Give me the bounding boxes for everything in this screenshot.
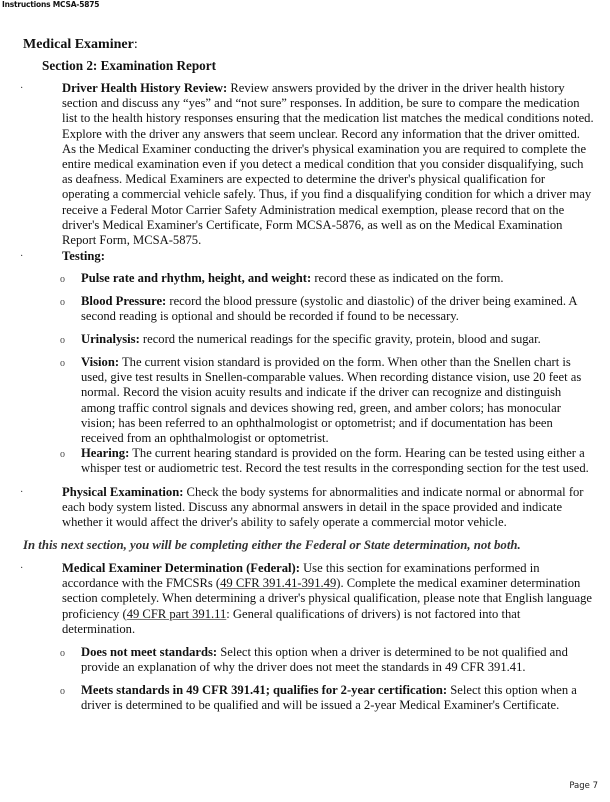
bullet-icon: ·: [20, 487, 24, 498]
document-id-header: Instructions MCSA-5875: [2, 0, 100, 9]
subitem-urinalysis: [60, 332, 597, 347]
subitem-text: Select this option when a driver is determined to be qualified and will be issued a 2-year Medical Examiner's Certificate.: [81, 683, 577, 713]
item-testing: [20, 249, 594, 264]
subitem-label: Urinalysis:: [81, 332, 140, 346]
item-federal-determination: [20, 561, 594, 637]
bullet-icon: ·: [20, 251, 24, 262]
item-label: Driver Health History Review:: [62, 81, 228, 95]
subitem-does-not-meet: [60, 645, 597, 675]
subitem-text: The current hearing standard is provided on the form. Hearing can be tested using either a whisper test or audiometric test. Record the test results in the corresponding section for the test used.: [81, 446, 589, 476]
item-text: Check the body systems for abnormalities and indicate normal or abnormal for each body system listed. Discuss any abnormal answers in detail in the space provided and indicate whether it would affect the driver's ability to safely operate a commercial motor vehicle.: [62, 485, 584, 530]
page-number: Page 7: [569, 781, 598, 791]
subitem-text: The current vision standard is provided on the form. When other than the Snellen chart is used, give test results in Snellen-comparable values. When recording distance vision, use 20 feet as normal. Record the vision acuity results and indicate if the driver can recognize and distinguish among traffic control signals and devices showing red, green, and amber colors; has monocular vision; has been referred to an ophthalmologist or optometrist; and if documentation has been received from an ophthalmologist or optometrist.: [81, 355, 582, 446]
subitem-meets-standards: [60, 683, 597, 713]
subitem-label: Blood Pressure:: [81, 294, 167, 308]
circle-bullet-icon: o: [60, 648, 65, 659]
heading-medical-examiner: [23, 37, 138, 52]
circle-bullet-icon: o: [60, 297, 65, 308]
subitem-label: Meets standards in 49 CFR 391.41; qualifies for 2-year certification:: [81, 683, 448, 697]
circle-bullet-icon: o: [60, 686, 65, 697]
item-label: Physical Examination:: [62, 485, 184, 499]
subitem-label: Vision:: [81, 355, 120, 369]
subitem-label: Hearing:: [81, 446, 130, 460]
circle-bullet-icon: o: [60, 274, 65, 285]
item-text: Use this section for examinations performed in accordance with the FMCSRs (: [62, 561, 540, 591]
subitem-text: record these as indicated on the form.: [311, 271, 504, 285]
circle-bullet-icon: o: [60, 449, 65, 460]
subitem-text: Select this option when a driver is determined to be not qualified and provide an explanation of why the driver does not meet the standards in 49 CFR 391.41.: [81, 645, 568, 675]
subitem-pulse: [60, 271, 597, 286]
item-physical-examination: [20, 485, 594, 531]
subitem-hearing: [60, 446, 597, 476]
subitem-label: Does not meet standards:: [81, 645, 218, 659]
circle-bullet-icon: o: [60, 358, 65, 369]
subitem-blood-pressure: [60, 294, 597, 324]
bullet-icon: ·: [20, 83, 24, 94]
item-text: : General qualifications of drivers) is not factored into that determination.: [62, 606, 521, 636]
subitem-label: Pulse rate and rhythm, height, and weight:: [81, 271, 312, 285]
heading-text: Medical Examiner: [23, 37, 134, 52]
item-driver-health-history: [20, 81, 594, 248]
item-text: Review answers provided by the driver in the driver health history section and discuss any “yes” and “not sure” responses. In addition, be sure to compare the medication list to the health history responses ensuring that the medication list matches the medical conditions noted. Explore with the driver any answers that seem unclear. Record any information that the driver omitted. As the Medical Examiner conducting the driver's physical examination you are required to complete the entire medical examination even if you detect a medical condition that you consider disqualifying, such as deafness. Medical Examiners are expected to determine the driver's physical qualification for operating a commercial vehicle safely. Thus, if you find a disqualifying condition for which a driver may receive a Federal Motor Carrier Safety Administration medical exemption, please record that on the driver's Medical Examiner's Certificate, Form MCSA-5876, as well as on the Medical Examination Report Form, MCSA-5875.: [62, 81, 594, 248]
bullet-icon: ·: [20, 563, 24, 574]
section-heading: Section 2: Examination Report: [42, 58, 216, 73]
cfr-391-41-49-link[interactable]: 49 CFR 391.41-391.49: [220, 576, 337, 591]
item-label: Medical Examiner Determination (Federal):: [62, 561, 300, 575]
subitem-vision: [60, 355, 597, 446]
cfr-391-11-link[interactable]: 49 CFR part 391.11: [126, 606, 227, 621]
section-note: In this next section, you will be completing either the Federal or State determination, not both.: [23, 538, 521, 552]
subitem-text: record the numerical readings for the specific gravity, protein, blood and sugar.: [139, 332, 541, 346]
item-label: Testing:: [62, 249, 105, 263]
heading-colon: :: [133, 37, 138, 52]
circle-bullet-icon: o: [60, 335, 65, 346]
item-text: ). Complete the medical examiner determination section completely. When determining a driver's physical qualification, please note that English language proficiency (: [62, 576, 592, 621]
subitem-text: record the blood pressure (systolic and diastolic) of the driver being examined. A second reading is optional and should be recorded if found to be necessary.: [81, 294, 577, 324]
